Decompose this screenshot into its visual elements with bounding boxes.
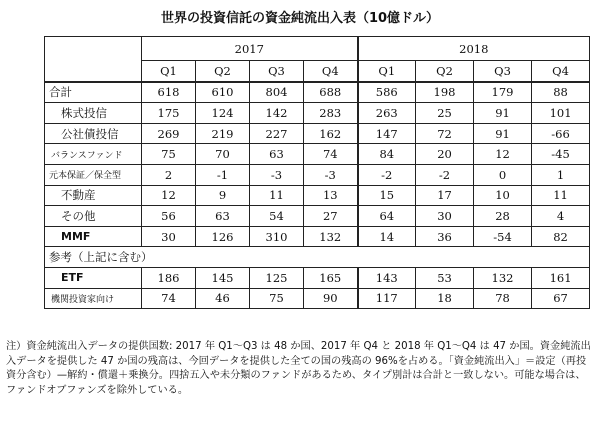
corner-cell [45, 37, 142, 61]
row-label-bond: 公社債投信 [45, 123, 142, 144]
quarter-header-row [45, 61, 590, 82]
table-cell: 186 [142, 267, 196, 288]
corner-cell-lower [45, 61, 142, 82]
table-cell: 227 [250, 123, 304, 144]
row-label-mmf: MMF [45, 226, 142, 247]
table-cell: 161 [532, 267, 590, 288]
table-cell: 9 [196, 185, 250, 206]
table-cell: -66 [532, 123, 590, 144]
table-cell: 1 [532, 164, 590, 185]
table-cell: 54 [250, 206, 304, 227]
row-label-real-estate: 不動産 [45, 185, 142, 206]
empty-cell [358, 247, 416, 268]
table-cell: 124 [196, 103, 250, 124]
table-cell: -2 [416, 164, 474, 185]
table-cell: 28 [474, 206, 532, 227]
table-cell: 30 [416, 206, 474, 227]
table-cell: 586 [358, 82, 416, 103]
quarter-header: Q3 [474, 61, 532, 82]
empty-cell [416, 247, 474, 268]
table-cell: 74 [142, 288, 196, 309]
table-cell: 165 [304, 267, 358, 288]
quarter-header: Q1 [358, 61, 416, 82]
table-cell: 175 [142, 103, 196, 124]
table-cell: 0 [474, 164, 532, 185]
table-cell: 618 [142, 82, 196, 103]
row-label-etf: ETF [45, 267, 142, 288]
table-cell: 82 [532, 226, 590, 247]
table-row [45, 82, 590, 103]
table-cell: 2 [142, 164, 196, 185]
table-cell: 46 [196, 288, 250, 309]
row-label-equity: 株式投信 [45, 103, 142, 124]
table-cell: 147 [358, 123, 416, 144]
table-cell: 75 [142, 144, 196, 165]
table-cell: 269 [142, 123, 196, 144]
quarter-header: Q1 [142, 61, 196, 82]
table-cell: 10 [474, 185, 532, 206]
table-cell: 56 [142, 206, 196, 227]
table-row [45, 226, 590, 247]
table-cell: 25 [416, 103, 474, 124]
fund-flow-table [44, 36, 590, 309]
row-label-balanced: バランスファンド [45, 144, 142, 165]
table-cell: 132 [474, 267, 532, 288]
table-cell: 11 [532, 185, 590, 206]
table-cell: 101 [532, 103, 590, 124]
table-row [45, 206, 590, 227]
empty-cell [304, 247, 358, 268]
table-cell: 263 [358, 103, 416, 124]
quarter-header: Q4 [304, 61, 358, 82]
table-cell: 90 [304, 288, 358, 309]
table-cell: 91 [474, 123, 532, 144]
table-cell: 219 [196, 123, 250, 144]
table-cell: 88 [532, 82, 590, 103]
table-cell: 64 [358, 206, 416, 227]
year-header-2018: 2018 [358, 37, 590, 61]
table-cell: 12 [474, 144, 532, 165]
table-cell: 143 [358, 267, 416, 288]
reference-label: 参考（上記に含む） [45, 247, 142, 268]
row-label-institutional: 機関投資家向け [45, 288, 142, 309]
table-cell: 162 [304, 123, 358, 144]
table-cell: -3 [304, 164, 358, 185]
reference-header-row [45, 247, 590, 268]
table-cell: 283 [304, 103, 358, 124]
table-cell: 688 [304, 82, 358, 103]
footnote: 注）資金純流出入データの提供国数: 2017 年 Q1～Q3 は 48 か国、2017 年 Q4 と 2018 年 Q1～Q4 は 47 か国。資金純流出入データを提供した 47 か国の残高は、今回データを提供した全ての国の残高の 96%を占める。「資金純流出入」＝設定（再投資分含む）—解約・償還＋乗換分。四捨五入や未分類のファンドがあるため、タイプ別計は合計と一致しない。可能な場合は、ファンドオブファンズを除外している。 [6, 341, 591, 396]
table-cell: 91 [474, 103, 532, 124]
table-cell: 610 [196, 82, 250, 103]
table-cell: 17 [416, 185, 474, 206]
table-cell: 74 [304, 144, 358, 165]
table-cell: 142 [250, 103, 304, 124]
table-cell: 198 [416, 82, 474, 103]
table-cell: 72 [416, 123, 474, 144]
quarter-header: Q2 [416, 61, 474, 82]
table-cell: 125 [250, 267, 304, 288]
table-row [45, 123, 590, 144]
table-cell: -45 [532, 144, 590, 165]
table-title: 世界の投資信託の資金純流出入表（10億ドル） [160, 11, 440, 26]
table-cell: 179 [474, 82, 532, 103]
table-cell: 27 [304, 206, 358, 227]
table-cell: 75 [250, 288, 304, 309]
table-cell: 63 [196, 206, 250, 227]
table-row [45, 267, 590, 288]
table-cell: 70 [196, 144, 250, 165]
table-cell: 36 [416, 226, 474, 247]
table-cell: 53 [416, 267, 474, 288]
table-cell: 78 [474, 288, 532, 309]
table-cell: 11 [250, 185, 304, 206]
table-cell: 145 [196, 267, 250, 288]
table-cell: 12 [142, 185, 196, 206]
year-header-2017: 2017 [142, 37, 358, 61]
table-row [45, 103, 590, 124]
quarter-header: Q2 [196, 61, 250, 82]
table-cell: 18 [416, 288, 474, 309]
table-cell: 20 [416, 144, 474, 165]
row-label-total: 合計 [45, 82, 142, 103]
table-cell: 13 [304, 185, 358, 206]
table-cell: -2 [358, 164, 416, 185]
table-cell: 63 [250, 144, 304, 165]
year-header-row [45, 37, 590, 61]
empty-cell [250, 247, 304, 268]
row-label-guaranteed: 元本保証／保全型 [45, 164, 142, 185]
table-cell: 132 [304, 226, 358, 247]
table-cell: -1 [196, 164, 250, 185]
table-row [45, 144, 590, 165]
table-row [45, 164, 590, 185]
table-cell: 84 [358, 144, 416, 165]
empty-cell [474, 247, 532, 268]
table-cell: 804 [250, 82, 304, 103]
empty-cell [196, 247, 250, 268]
table-row [45, 288, 590, 309]
table-cell: 117 [358, 288, 416, 309]
table-cell: 15 [358, 185, 416, 206]
table-cell: 310 [250, 226, 304, 247]
table-cell: -3 [250, 164, 304, 185]
table-cell: 67 [532, 288, 590, 309]
table-cell: 14 [358, 226, 416, 247]
quarter-header: Q3 [250, 61, 304, 82]
table-row [45, 185, 590, 206]
empty-cell [532, 247, 590, 268]
table-cell: 4 [532, 206, 590, 227]
table-cell: -54 [474, 226, 532, 247]
quarter-header: Q4 [532, 61, 590, 82]
table-cell: 126 [196, 226, 250, 247]
row-label-other: その他 [45, 206, 142, 227]
table-cell: 30 [142, 226, 196, 247]
